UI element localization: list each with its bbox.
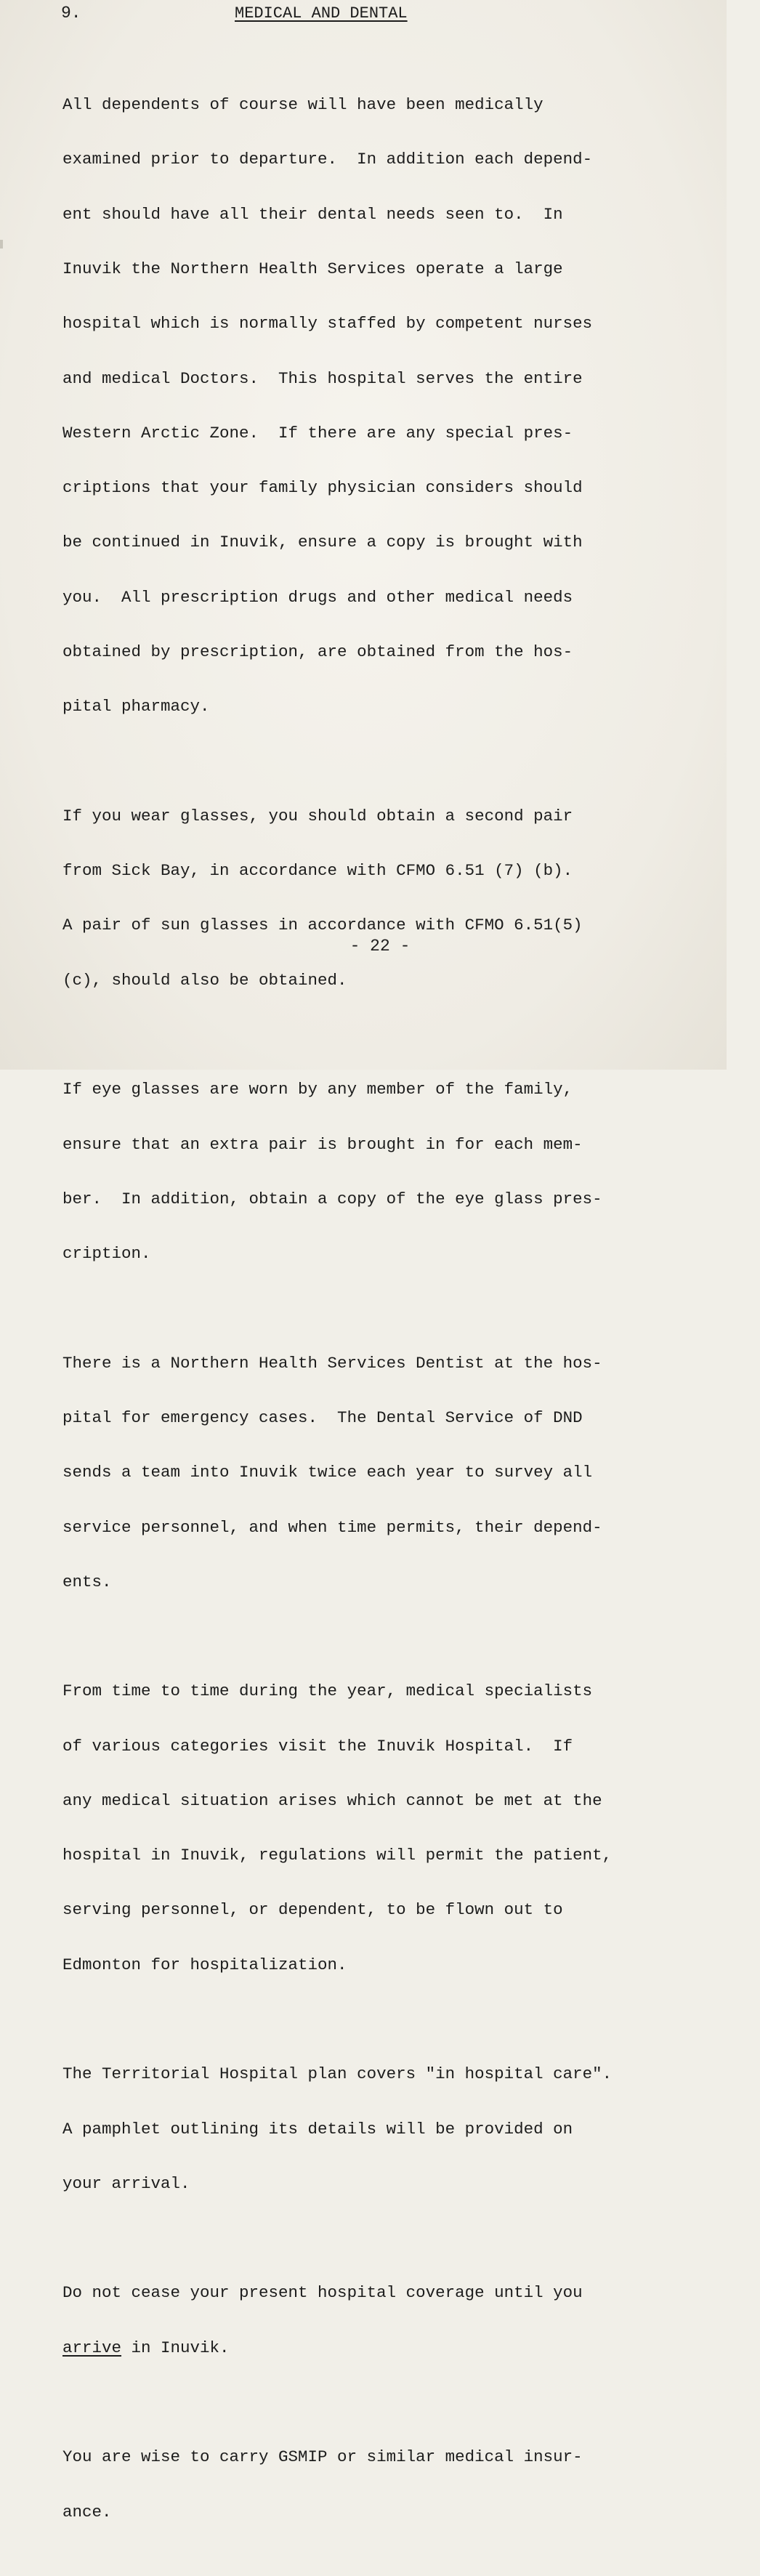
- text-line: criptions that your family physician considers should: [62, 478, 583, 498]
- text-line: and medical Doctors. This hospital serves the entire: [62, 368, 583, 388]
- paragraph-glasses: [62, 771, 702, 1026]
- section-title: MEDICAL AND DENTAL: [235, 4, 408, 23]
- paragraph-dentist: [62, 1317, 702, 1628]
- text-line: Do not cease your present hospital coverage until you: [62, 2283, 583, 2303]
- text-line: ensure that an extra pair is brought in for each mem-: [62, 1134, 583, 1154]
- text-line: from Sick Bay, in accordance with CFMO 6.51 (7) (b).: [62, 861, 573, 881]
- text-line: hospital which is normally staffed by competent nurses: [62, 314, 593, 334]
- text-line: service personnel, and when time permits, their depend-: [62, 1517, 602, 1537]
- section-number: 9.: [61, 4, 81, 23]
- text-line: any medical situation arises which cannot be met at the: [62, 1790, 602, 1810]
- body-text: [62, 60, 702, 2576]
- text-line: cription.: [62, 1244, 151, 1264]
- paragraph-hospital-plan: [62, 2029, 702, 2229]
- text-line: (c), should also be obtained.: [62, 970, 347, 990]
- text-fragment: in Inuvik.: [121, 2338, 230, 2357]
- paragraph-dependents: [62, 60, 702, 753]
- text-line: pital pharmacy.: [62, 697, 210, 716]
- text-line: You are wise to carry GSMIP or similar medical insur-: [62, 2447, 583, 2467]
- text-line: serving personnel, or dependent, to be flown out to: [62, 1900, 563, 1920]
- text-line: There is a Northern Health Services Dentist at the hos-: [62, 1353, 602, 1373]
- text-line: Western Arctic Zone. If there are any special pres-: [62, 423, 573, 443]
- text-line: you. All prescription drugs and other medical needs: [62, 587, 573, 607]
- paragraph-specialists: [62, 1646, 702, 2011]
- text-line: of various categories visit the Inuvik Hospital. If: [62, 1736, 573, 1756]
- underlined-word-arrive: arrive: [62, 2338, 122, 2357]
- text-line: ents.: [62, 1572, 112, 1591]
- text-line: The Territorial Hospital plan covers "in hospital care".: [62, 2064, 613, 2084]
- edge-mark: [0, 240, 3, 249]
- text-line: All dependents of course will have been medically: [62, 95, 543, 115]
- text-line: If eye glasses are worn by any member of the family,: [62, 1080, 573, 1099]
- page-number: - 22 -: [349, 937, 411, 956]
- text-line: ance.: [62, 2502, 112, 2522]
- text-line: ber. In addition, obtain a copy of the eye glass pres-: [62, 1189, 602, 1208]
- text-line: pital for emergency cases. The Dental Service of DND: [62, 1408, 583, 1427]
- text-line: ent should have all their dental needs seen to. In: [62, 204, 563, 224]
- text-line: Inuvik the Northern Health Services operate a large: [62, 259, 563, 279]
- text-line: examined prior to departure. In addition each depend-: [62, 150, 593, 169]
- text-line: hospital in Inuvik, regulations will permit the patient,: [62, 1846, 613, 1865]
- text-line: If you wear glasses, you should obtain a second pair: [62, 806, 573, 825]
- text-line: your arrival.: [62, 2173, 190, 2193]
- text-line: obtained by prescription, are obtained from the hos-: [62, 642, 573, 661]
- text-line: A pamphlet outlining its details will be provided on: [62, 2119, 573, 2139]
- text-line: A pair of sun glasses in accordance with CFMO 6.51(5): [62, 916, 583, 935]
- text-line: sends a team into Inuvik twice each year to survey all: [62, 1463, 593, 1482]
- text-line: Edmonton for hospitalization.: [62, 1955, 347, 1974]
- text-line: [62, 2339, 702, 2357]
- text-line: be continued in Inuvik, ensure a copy is brought with: [62, 533, 583, 552]
- paragraph-eye-glasses: [62, 1044, 702, 1299]
- paragraph-insurance: [62, 2412, 702, 2558]
- paragraph-coverage: [62, 2248, 702, 2394]
- text-line: From time to time during the year, medical specialists: [62, 1681, 593, 1701]
